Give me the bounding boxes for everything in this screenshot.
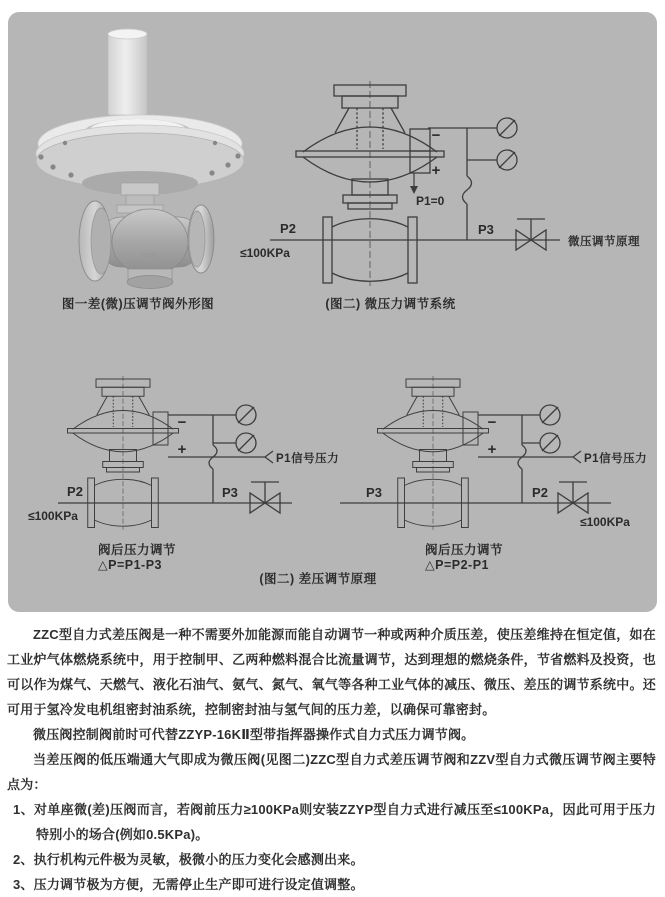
signal-pressure-label: P1信号压力 — [584, 453, 648, 465]
paragraph-features-lead: 当差压阀的低压端通大气即成为微压阀(见图二)ZZC型自力式差压调节阀和ZZV型自力式微压调节阀主要特点为： — [7, 752, 656, 792]
photo-caption: 图一差(微)压调节阀外形图 — [61, 297, 215, 311]
gauge-icon — [540, 405, 560, 425]
feature-num: 2、 — [13, 852, 34, 867]
p2-label: P2 — [67, 484, 83, 499]
hand-valve-icon — [558, 482, 588, 513]
feature-item-1 — [7, 797, 656, 847]
feature-num: 1、 — [13, 802, 34, 817]
valve-schematic — [68, 376, 179, 530]
plus-label: + — [431, 162, 441, 179]
feature-num: 3、 — [13, 877, 34, 892]
feature-text: 对单座微(差)压阀而言，若阀前压力≥100KPa则安装ZZYP型自力式进行减压至≤100KPa，因此可用于压力特别小的场合(例如0.5KPa)。 — [33, 802, 656, 842]
feature-text: 压力调节极为方便，无需停止生产即可进行设定值调整。 — [33, 877, 364, 892]
paragraph-intro: ZZC型自力式差压阀是一种不需要外加能源而能自动调节一种或两种介质压差，使压差维持在恒定值，如在工业炉气体燃烧系统中，用于控制甲、乙两种燃料混合比流量调节，达到理想的燃烧条件，节省燃料及投资，也可以作为煤气、天燃气、液化石油气、氨气、氮气、氧气等各种工业气体的减压、微压、差压的调节系统中。还可用于氢冷发电机组密封油系统，控制密封油与氢气间的压力差，以确保可靠密封。 — [7, 627, 656, 717]
signal-arrow-icon — [265, 451, 273, 463]
bottom-right-caption — [425, 543, 503, 573]
minus-label: − — [177, 414, 187, 431]
figure-panel — [8, 12, 657, 612]
bottom-left-caption — [98, 543, 176, 573]
gauge-icon — [497, 150, 517, 170]
p3-label: P3 — [366, 485, 382, 500]
top-diagram-caption: (图二) 微压力调节系统 — [325, 297, 456, 311]
diagram-downstream-p2-p1 — [330, 365, 657, 565]
hand-valve-icon — [250, 482, 280, 513]
signal-pressure-label: P1信号压力 — [276, 453, 340, 465]
bottom-center-caption: (图二) 差压调节原理 — [259, 572, 377, 586]
gauge-icon — [540, 433, 560, 453]
p2-limit-label: ≤100KPa — [580, 515, 630, 529]
p1-zero-label: P1=0 — [416, 194, 445, 208]
gauge-icon — [236, 405, 256, 425]
feature-item-2 — [7, 847, 656, 872]
vent-arrow-icon — [410, 173, 418, 194]
feature-text: 执行机构元件极为灵敏，极微小的压力变化会感测出来。 — [33, 852, 364, 867]
body-text — [0, 616, 665, 897]
minus-label: − — [487, 414, 497, 431]
bottom-left-caption-line1: 阀后压力调节 — [98, 543, 177, 557]
diagram-downstream-p1-p3 — [20, 365, 342, 565]
valve-schematic — [296, 81, 444, 286]
gauge-icon — [236, 433, 256, 453]
bottom-left-caption-line2: △P=P1-P3 — [98, 558, 162, 572]
feature-item-3 — [7, 872, 656, 897]
p2-limit-label: ≤100KPa — [28, 509, 78, 523]
plus-label: + — [177, 441, 187, 458]
bottom-right-caption-line1: 阀后压力调节 — [425, 543, 504, 557]
flex-tube-symbol — [463, 176, 472, 204]
p2-label: P2 — [280, 221, 296, 236]
bottom-right-caption-line2: △P=P2-P1 — [425, 558, 489, 572]
minus-label: − — [431, 127, 441, 144]
plus-label: + — [487, 441, 497, 458]
hand-valve-icon — [516, 219, 546, 250]
p3-label: P3 — [478, 222, 494, 237]
p2-label: P2 — [532, 485, 548, 500]
paragraph-replacement: 微压阀控制阀前时可代替ZZYP-16KⅡ型带指挥器操作式自力式压力调节阀。 — [33, 727, 475, 742]
diagram-micro-pressure-system — [230, 78, 657, 294]
principle-label: 微压调节原理 — [568, 236, 640, 248]
gauge-icon — [497, 118, 517, 138]
valve-schematic — [378, 376, 489, 530]
p2-limit-label: ≤100KPa — [240, 246, 290, 260]
p3-label: P3 — [222, 485, 238, 500]
signal-arrow-icon — [573, 451, 581, 463]
